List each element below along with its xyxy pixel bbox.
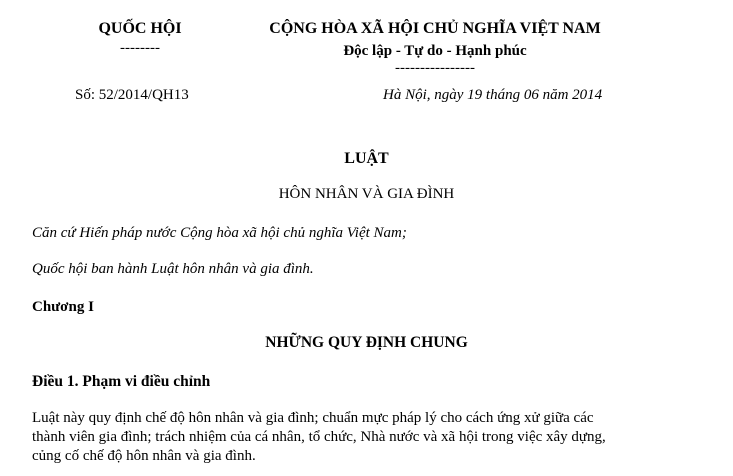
nation-name: CỘNG HÒA XÃ HỘI CHỦ NGHĨA VIỆT NAM: [269, 20, 601, 37]
issuer-name: QUỐC HỘI: [98, 20, 182, 37]
article-body: [32, 409, 712, 466]
article-body-line: Luật này quy định chế độ hôn nhân và gia đình; chuẩn mực pháp lý cho cách ứng xử giữa các: [32, 410, 594, 426]
law-type-heading: LUẬT: [344, 150, 389, 167]
place-and-date: Hà Nội, ngày 19 tháng 06 năm 2014: [383, 87, 603, 103]
article-body-line: thành viên gia đình; trách nhiệm của cá nhân, tổ chức, Nhà nước và xã hội trong việc xây dựng,: [32, 429, 606, 445]
article-heading: Điều 1. Phạm vi điều chỉnh: [32, 373, 211, 390]
chapter-label: Chương I: [32, 299, 94, 315]
article-body-line: củng cố chế độ hôn nhân và gia đình.: [32, 448, 256, 464]
legal-basis: Căn cứ Hiến pháp nước Cộng hòa xã hội chủ nghĩa Việt Nam;: [32, 225, 407, 241]
national-motto: Độc lập - Tự do - Hạnh phúc: [343, 43, 527, 59]
motto-separator: ----------------: [395, 60, 475, 76]
enactment-statement: Quốc hội ban hành Luật hôn nhân và gia đình.: [32, 261, 314, 277]
law-title: HÔN NHÂN VÀ GIA ĐÌNH: [278, 186, 455, 202]
issuer-separator: --------: [120, 40, 160, 56]
chapter-title: NHỮNG QUY ĐỊNH CHUNG: [265, 334, 468, 351]
document-number: Số: 52/2014/QH13: [75, 87, 189, 103]
